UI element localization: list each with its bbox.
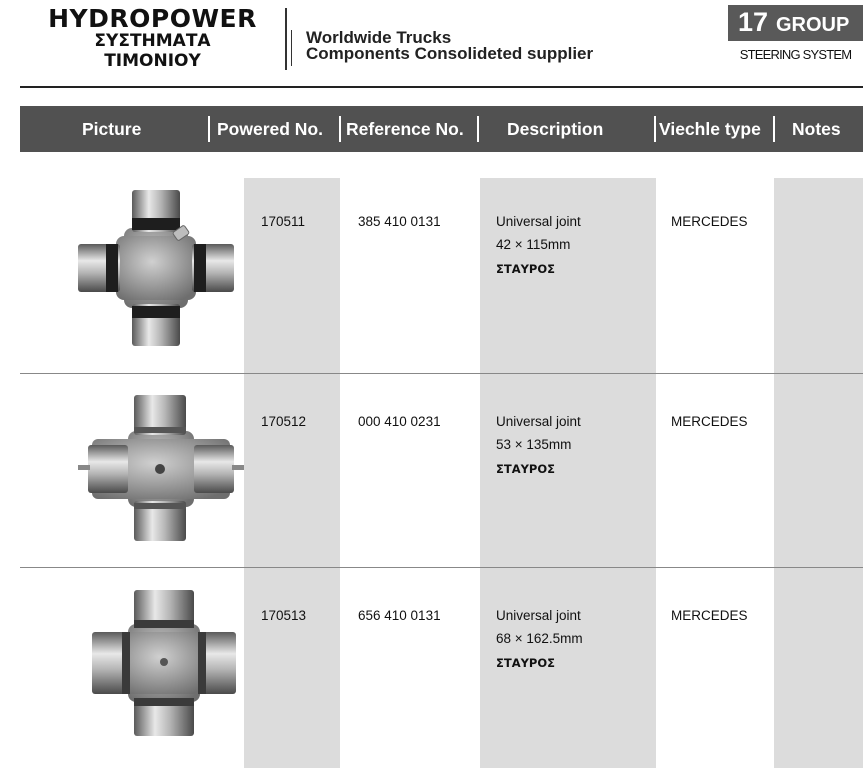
universal-joint-icon [78, 393, 244, 543]
column-shade-notes [774, 178, 863, 768]
tagline-line1: Worldwide Trucks [306, 28, 452, 47]
tagline-line2: Components Consolideted supplier [306, 44, 594, 63]
column-separator [477, 116, 479, 142]
description-name: Universal joint [496, 414, 581, 429]
universal-joint-icon [90, 588, 238, 738]
vehicle-type: MERCEDES [671, 414, 748, 429]
powered-no: 170511 [261, 214, 306, 229]
column-separator [339, 116, 341, 142]
column-shade-powered [244, 178, 340, 768]
reference-no: 385 410 0131 [358, 214, 441, 229]
description-greek: ΣΤΑΥΡΟΣ [496, 462, 555, 476]
description-greek: ΣΤΑΥΡΟΣ [496, 656, 555, 670]
description-size: 53 × 135mm [496, 437, 572, 452]
vehicle-type: MERCEDES [671, 608, 748, 623]
description-greek: ΣΤΑΥΡΟΣ [496, 262, 555, 276]
universal-joint-icon [76, 188, 236, 348]
column-separator [208, 116, 210, 142]
column-header-reference-no: Reference No. [346, 119, 464, 139]
powered-no: 170512 [261, 414, 307, 429]
vehicle-type: MERCEDES [671, 214, 748, 229]
column-header-powered-no: Powered No. [217, 119, 323, 139]
header-rule [20, 86, 863, 88]
description-size: 68 × 162.5mm [496, 631, 583, 646]
description-name: Universal joint [496, 608, 581, 623]
header-divider-thin [291, 30, 292, 66]
column-header-picture: Picture [82, 119, 142, 139]
column-header-notes: Notes [792, 119, 841, 139]
description-size: 42 × 115mm [496, 237, 571, 252]
powered-no: 170513 [261, 608, 307, 623]
description [496, 414, 581, 476]
description [496, 214, 581, 276]
header-divider [285, 8, 287, 70]
brand-subtitle-line1: ΣΥΣΤΗΜΑΤΑ [94, 31, 211, 51]
column-separator [773, 116, 775, 142]
group-badge [728, 5, 863, 41]
brand-name: HYDROPOWER [48, 4, 257, 33]
group-number: 17 [738, 7, 769, 37]
column-separator [654, 116, 656, 142]
column-header-vehicle-type: Viechle type [659, 119, 761, 139]
brand-logo [40, 6, 265, 70]
reference-no: 000 410 0231 [358, 414, 441, 429]
reference-no: 656 410 0131 [358, 608, 441, 623]
description [496, 608, 583, 670]
tagline [306, 30, 593, 62]
group-label: GROUP [776, 14, 850, 36]
brand-subtitle-line2: ΤΙΜΟΝΙΟΥ [104, 51, 201, 71]
description-name: Universal joint [496, 214, 581, 229]
row-divider [20, 373, 863, 374]
group-subtitle: STEERING SYSTEM [739, 47, 852, 62]
row-divider [20, 567, 863, 568]
column-header-description: Description [507, 119, 604, 139]
table-header [20, 106, 863, 152]
